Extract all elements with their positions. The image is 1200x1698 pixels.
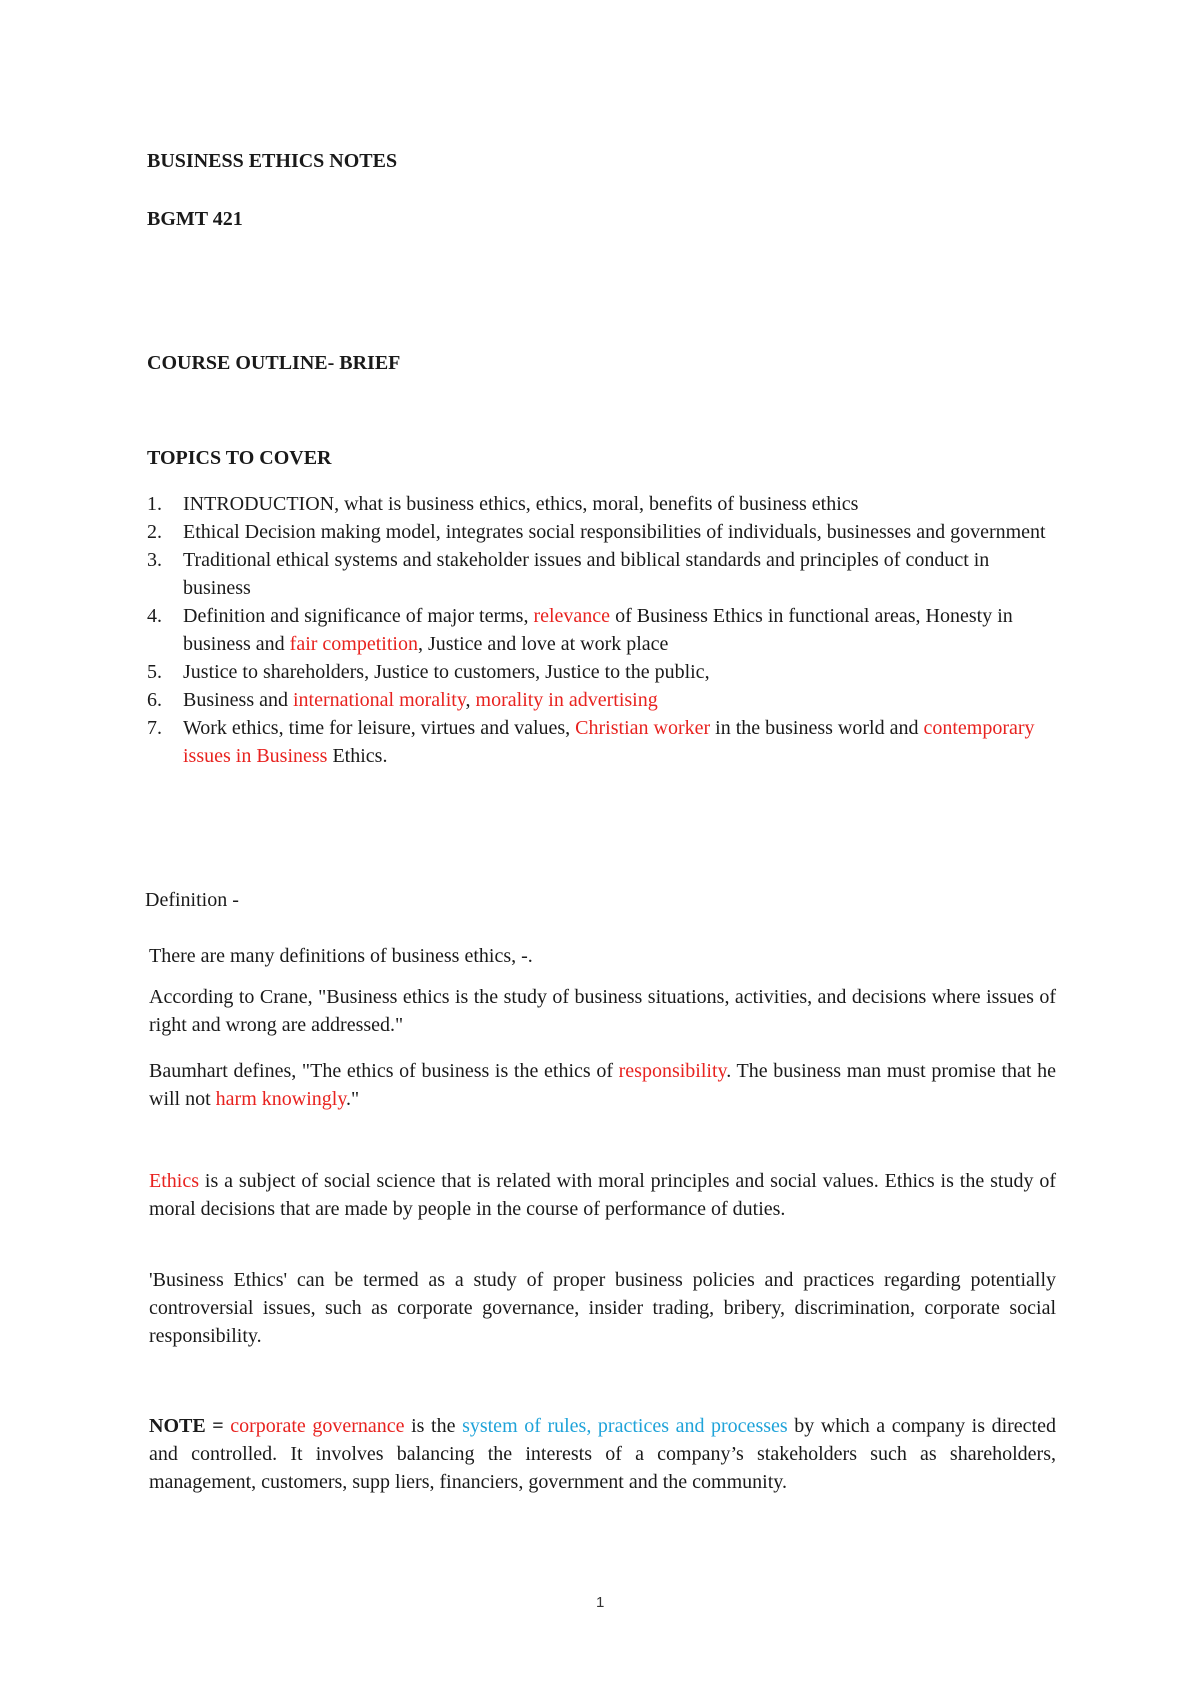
text-span: is a subject of social science that is related with moral principles and social values. Ethics is the study of moral decisions that are made by people in the course of performance of duties. (149, 1170, 1056, 1220)
topics-list (147, 490, 1047, 770)
course-code: BGMT 421 (147, 208, 243, 230)
highlight-corporate-governance: corporate governance (223, 1415, 405, 1437)
paragraph-ethics-definition (149, 1167, 1056, 1223)
topic-text: Ethics. (327, 745, 388, 767)
topic-text: Work ethics, time for leisure, virtues and values, (183, 717, 576, 739)
topic-number: 5. (147, 661, 162, 683)
topic-number: 3. (147, 549, 162, 571)
paragraph-baumhart-definition (149, 1057, 1056, 1113)
topic-text: Ethical Decision making model, integrates social responsibilities of individuals, businesses and government (183, 521, 1046, 543)
topic-text: INTRODUCTION, what is business ethics, ethics, moral, benefits of business ethics (183, 493, 859, 515)
topic-text: Justice to shareholders, Justice to customers, Justice to the public, (183, 661, 710, 683)
topic-number: 6. (147, 689, 162, 711)
topic-text: Definition and significance of major terms, (183, 605, 534, 627)
topic-highlight: morality in advertising (475, 689, 658, 711)
topics-heading: TOPICS TO COVER (147, 447, 332, 469)
highlight-harm-knowingly: harm knowingly (215, 1088, 347, 1110)
paragraph-note-corporate-governance (149, 1412, 1056, 1496)
topic-highlight: relevance (533, 605, 611, 627)
topic-highlight: fair competition (289, 633, 418, 655)
page-number: 1 (596, 1594, 605, 1611)
topic-text: Traditional ethical systems and stakeholder issues and biblical standards and principles of conduct in business (183, 549, 990, 599)
text-span: ." (346, 1088, 360, 1110)
topic-highlight: contemporary issues in Business (183, 717, 1035, 767)
text-span: . The business man must promise that he will not (149, 1060, 1056, 1110)
topic-number: 2. (147, 521, 162, 543)
topic-number: 1. (147, 493, 162, 515)
topic-item (147, 658, 1047, 686)
highlight-ethics: Ethics (149, 1170, 199, 1192)
text-span: is the (404, 1415, 463, 1437)
topic-item (147, 490, 1047, 518)
document-title: BUSINESS ETHICS NOTES (147, 150, 398, 172)
topic-text: Business and (183, 689, 293, 711)
topic-text: , (465, 689, 476, 711)
note-label: NOTE = (149, 1415, 224, 1437)
topic-item (147, 518, 1047, 546)
paragraph-definitions-intro: There are many definitions of business ethics, -. (149, 945, 533, 967)
paragraph-business-ethics-definition: 'Business Ethics' can be termed as a study of proper business policies and practices regarding potentially controversial issues, such as corporate governance, insider trading, bribery, discrimination, corporate social responsibility. (149, 1269, 1056, 1347)
topic-highlight: international morality (293, 689, 466, 711)
text-span: Baumhart defines, "The ethics of business is the ethics of (149, 1060, 619, 1082)
topic-text: , Justice and love at work place (417, 633, 669, 655)
topic-item (147, 714, 1047, 770)
highlight-system-of-rules: system of rules, practices and processes (462, 1415, 788, 1437)
topic-item (147, 602, 1047, 658)
topic-text: in the business world and (710, 717, 924, 739)
topic-item (147, 546, 1047, 602)
paragraph-crane-definition: According to Crane, "Business ethics is the study of business situations, activities, and decisions where issues of right and wrong are addressed." (149, 986, 1056, 1036)
outline-heading: COURSE OUTLINE- BRIEF (147, 352, 401, 374)
topic-number: 4. (147, 605, 162, 627)
definition-label: Definition - (145, 889, 239, 911)
topic-number: 7. (147, 717, 162, 739)
topic-text: of Business Ethics in functional areas, Honesty in business and (183, 605, 1013, 655)
topic-highlight: Christian worker (575, 717, 711, 739)
text-span: by which a company is directed and controlled. It involves balancing the interests of a company’s stakeholders such as shareholders, management, customers, supp liers, financiers, government and the community. (149, 1415, 1056, 1493)
topic-item (147, 686, 1047, 714)
highlight-responsibility: responsibility (618, 1060, 727, 1082)
